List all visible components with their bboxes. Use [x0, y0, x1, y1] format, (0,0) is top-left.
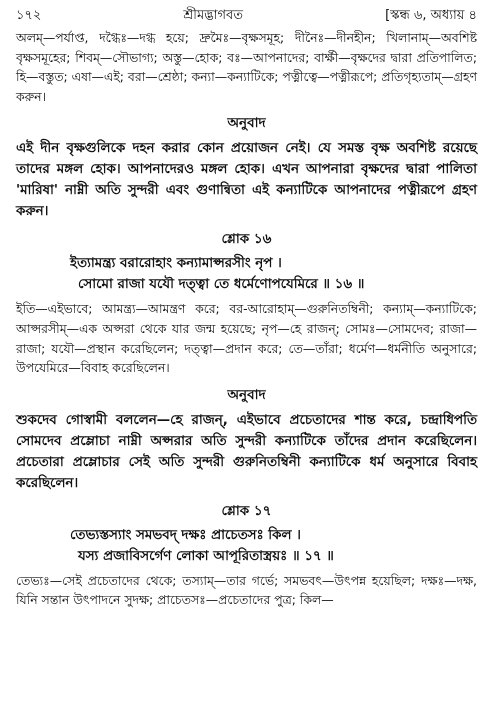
verse-line: সোমো রাজা যযৌ দত্ত্বা তে ধর্মেণোপযেমিরে ॥ ১৬ ॥: [78, 277, 365, 293]
synonyms-paragraph: অলম্—পর্যাপ্ত, দগ্ধৈঃ—দগ্ধ হয়ে; দ্রুমৈঃ—বৃক্ষসমূহ; দীনৈঃ—দীনহীন; খিলানাম্—অবশিষ্ট বৃক্ষসমূহের; শিবম্—সৌভাগ্য; অস্তু—হোক; বঃ—আপনাদের; বার্ক্ষী—বৃক্ষদের দ্বারা প্রতিপালিত; হি—বস্তুত; এষা—এই; বরা—শ্রেষ্ঠা; কন্যা—কন্যাটিকে; পত্নীত্বে—পত্নীরূপে; প্রতিগৃহ্যতাম্—গ্রহণ করুন।: [16, 30, 477, 104]
synonyms-paragraph: তেভ্যঃ—সেই প্রচেতাদের থেকে; তস্যাম্—তার গর্ভে; সমভবৎ—উৎপন্ন হয়েছিল; দক্ষঃ—দক্ষ, যিনি সন্তান উৎপাদনে সুদক্ষ; প্রাচেতসঃ—প্রচেতাদের পুত্র; কিল—: [16, 572, 477, 608]
translation-heading: অনুবাদ: [227, 386, 266, 403]
synonyms-paragraph: ইতি—এইভাবে; আমন্ত্র্য—আমন্ত্রণ করে; বর-আরোহাম্—গুরুনিতম্বিনী; কন্যাম্—কন্যাটিকে; আপ্সরসীম্—এক অপ্সরা থেকে যার জন্ম হয়েছে; নৃপ—হে রাজন্; সোমঃ—সোমদেব; রাজা—রাজা; যযৌ—প্রস্থান করেছিলেন; দত্ত্বা—প্রদান করে; তে—তাঁরা; ধর্মেণ—ধর্মনীতি অনুসারে; উপযেমিরে—বিবাহ করেছিলেন।: [16, 301, 477, 376]
translation-paragraph: এই দীন বৃক্ষগুলিকে দহন করার কোন প্রয়োজন নেই। যে সমস্ত বৃক্ষ অবশিষ্ট রয়েছে তাদের মঙ্গল হোক। আপনাদেরও মঙ্গল হোক। এখন আপনারা বৃক্ষদের দ্বারা পালিতা 'মারিষা' নাম্নী অতি সুন্দরী এবং গুণান্বিতা এই কন্যাটিকে আপনাদের পত্নীরূপে গ্রহণ করুন।: [16, 141, 477, 220]
translation-paragraph: শুকদেব গোস্বামী বললেন—হে রাজন্, এইভাবে প্রচেতাদের শান্ত করে, চন্দ্রাধিপতি সোমদেব প্রম্লোচা নাম্নী অপ্সরার অতি সুন্দরী কন্যাটিকে তাঁদের প্রদান করেছিলেন। প্রচেতারা প্রম্লোচার সেই অতি সুন্দরী গুরুনিতম্বিনী কন্যাটিকে ধর্ম অনুসারে বিবাহ করেছিলেন।: [16, 412, 477, 491]
verse-line: ইত্যামন্ত্র্য বরারোহাং কন্যামাপ্সরসীং নৃপ ।: [70, 256, 282, 272]
book-title: শ্রীমদ্ভাগবত: [183, 8, 244, 23]
page-number: ১৭২: [16, 8, 42, 23]
section-reference: [স্কন্ধ ৬, অধ্যায় ৪: [385, 8, 477, 23]
translation-heading: অনুবাদ: [227, 115, 266, 132]
page-header: [16, 6, 477, 28]
verse-number-heading: শ্লোক ১৭: [221, 502, 272, 519]
verse-number-heading: শ্লোক ১৬: [221, 231, 272, 248]
verse-line: যস্য প্রজাবিসর্গেণ লোকা আপূরিতাস্ত্রয়ঃ ॥ ১৭ ॥: [78, 548, 334, 564]
verse-line: তেভ্যস্তস্যাং সমভবদ্ দক্ষঃ প্রাচেতসঃ কিল ।: [70, 527, 301, 543]
